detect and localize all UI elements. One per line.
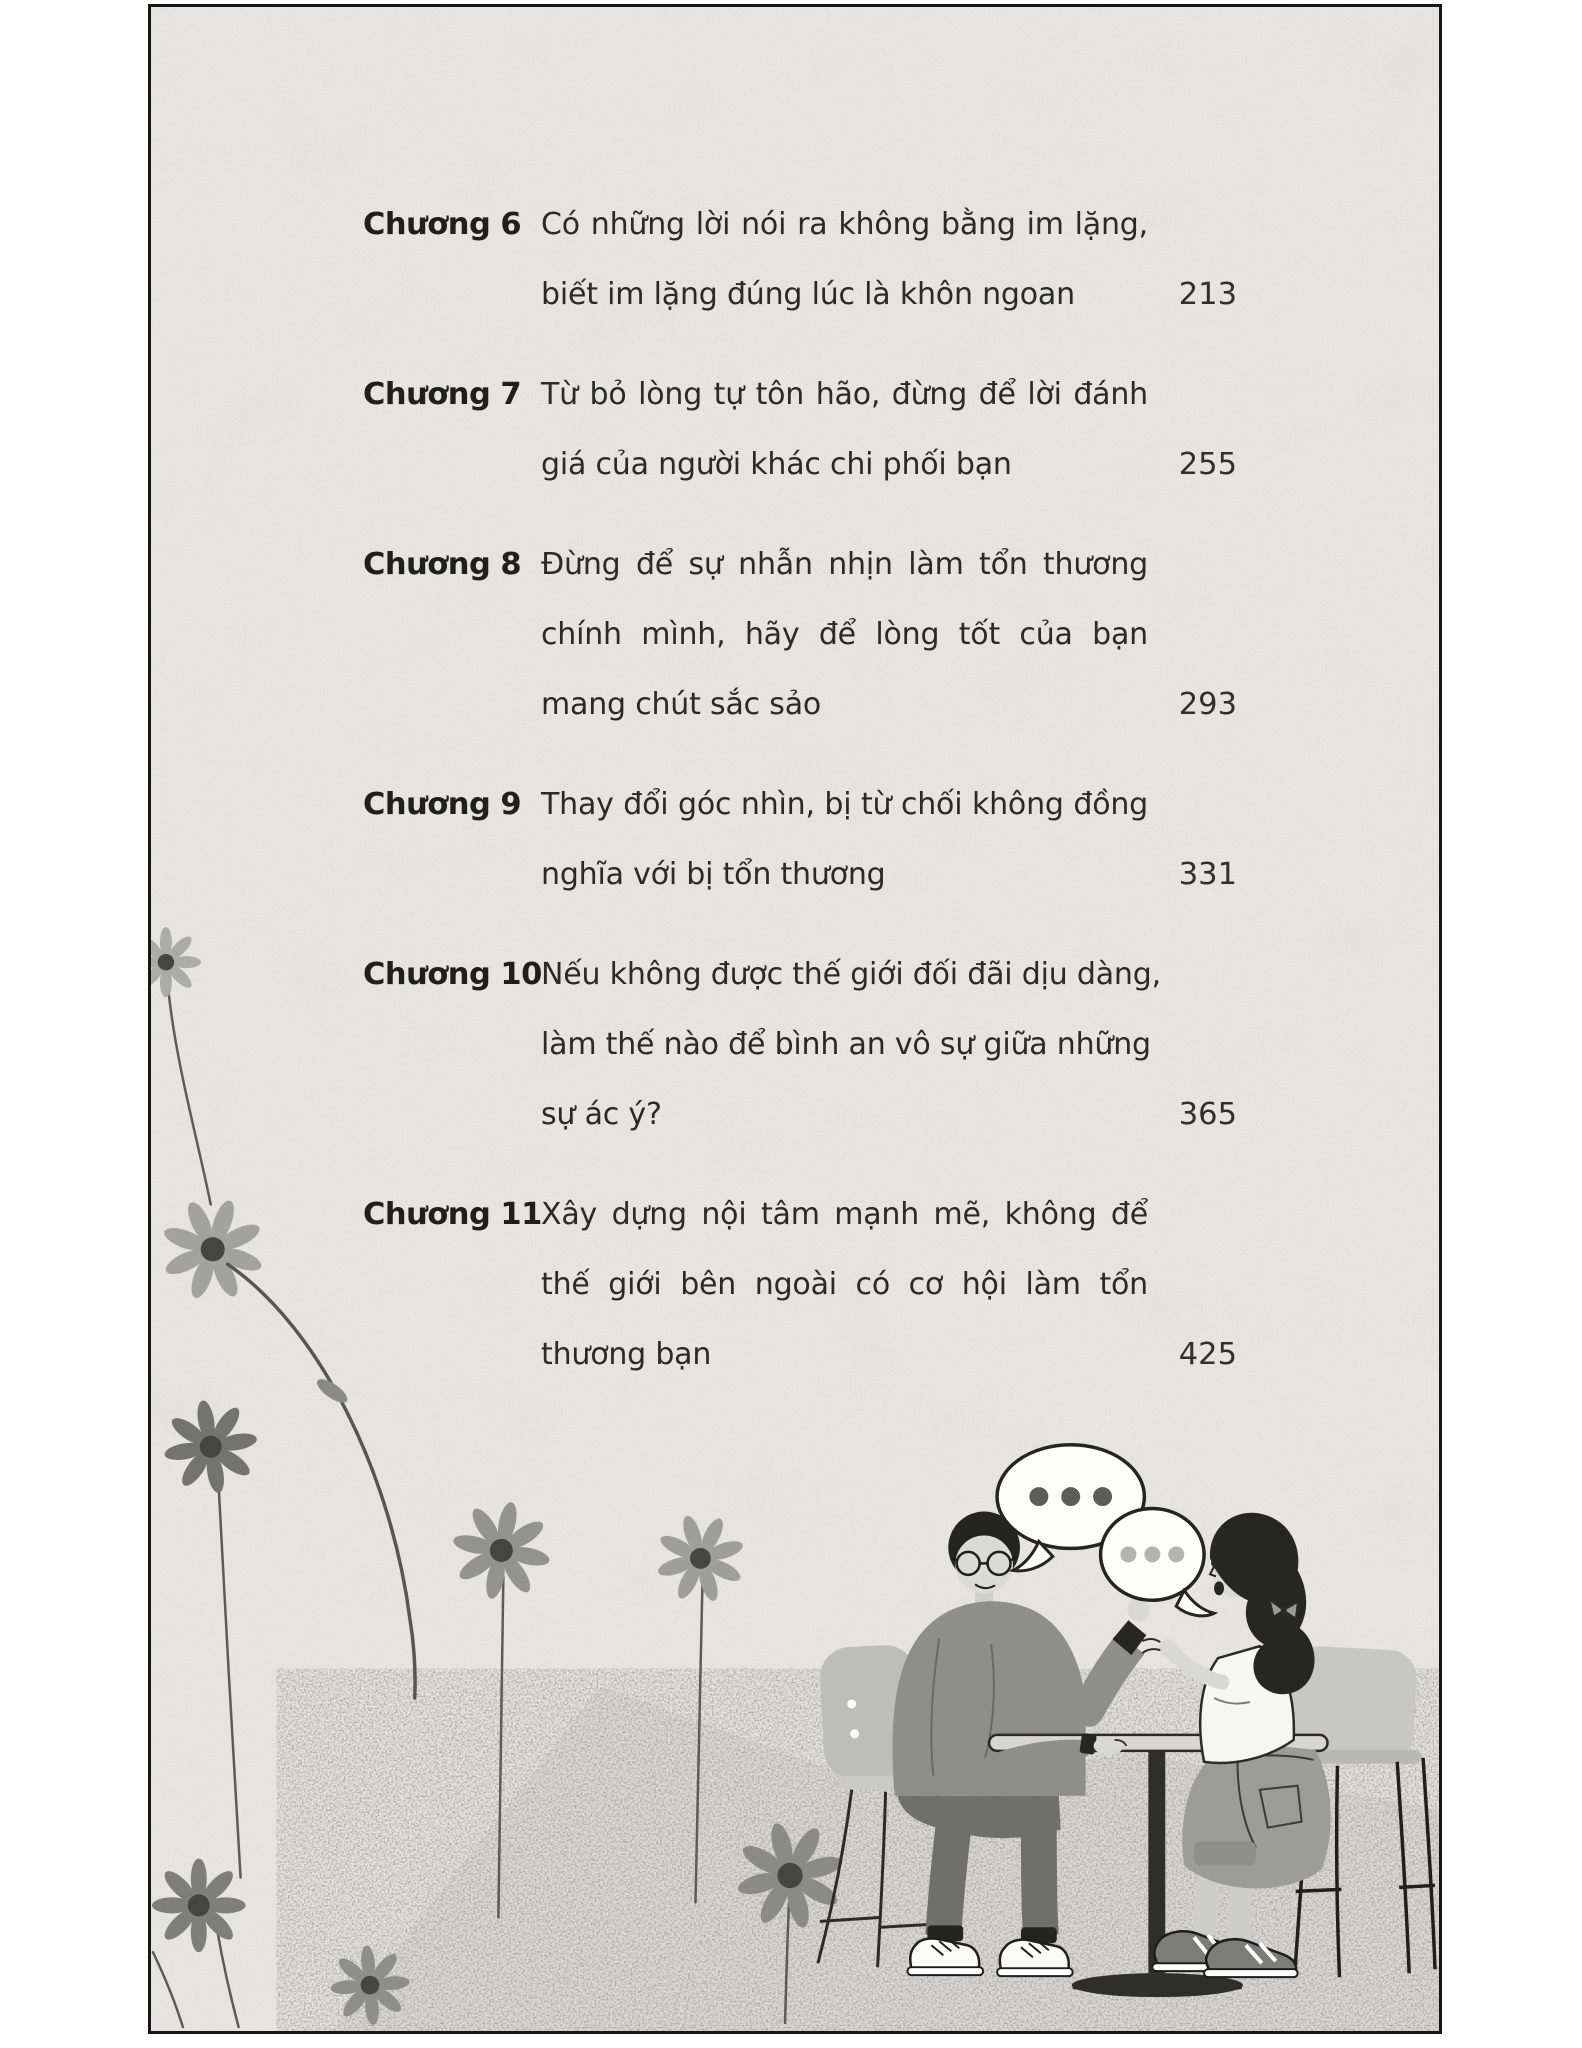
- chapter-label: Chương 11: [363, 1197, 542, 1232]
- page-number: 331: [1178, 857, 1237, 892]
- chapter-title-line: nghĩa với bị tổn thương: [541, 857, 886, 892]
- toc-entry: [363, 360, 1237, 500]
- chapter-title-line: Đừng để sự nhẫn nhịn làm tổn thương: [541, 547, 1148, 582]
- chapter-title-line: thế giới bên ngoài có cơ hội làm tổn: [541, 1267, 1148, 1302]
- toc-entry-body: [541, 770, 1237, 910]
- chapter-label: Chương 7: [363, 377, 522, 412]
- chapter-title-line: làm thế nào để bình an vô sự giữa những: [541, 1027, 1151, 1062]
- chapter-title-line: thương bạn: [541, 1337, 712, 1372]
- page-number: 255: [1178, 447, 1237, 482]
- chapter-title-line: Thay đổi góc nhìn, bị từ chối không đồng: [541, 787, 1148, 822]
- toc-entry: [363, 1180, 1237, 1390]
- toc-entry: [363, 190, 1237, 330]
- chapter-title-line: Xây dựng nội tâm mạnh mẽ, không để: [541, 1197, 1148, 1232]
- page-number: 213: [1178, 277, 1237, 312]
- toc-entry: [363, 940, 1237, 1150]
- page-number: 293: [1178, 687, 1237, 722]
- toc-entry: [363, 770, 1237, 910]
- chapter-title-line: mang chút sắc sảo: [541, 687, 822, 722]
- chapter-title-line: giá của người khác chi phối bạn: [541, 447, 1012, 482]
- chapter-title-line: Có những lời nói ra không bằng im lặng,: [541, 207, 1148, 242]
- toc-entry-body: [541, 940, 1237, 1150]
- toc-entry-body: [541, 1180, 1237, 1390]
- toc-entry-body: [541, 360, 1237, 500]
- chapter-title-line: Từ bỏ lòng tự tôn hão, đừng để lời đánh: [541, 377, 1148, 412]
- chapter-title-line: Nếu không được thế giới đối đãi dịu dàng,: [541, 957, 1161, 992]
- chapter-label: Chương 8: [363, 547, 522, 582]
- table-of-contents: [363, 190, 1237, 1420]
- toc-entry-body: [541, 530, 1237, 740]
- toc-entry-body: [541, 190, 1237, 330]
- toc-entry: [363, 530, 1237, 740]
- chapter-title-line: sự ác ý?: [541, 1097, 662, 1132]
- page-number: 365: [1178, 1097, 1237, 1132]
- book-page: [148, 4, 1442, 2034]
- page-number: 425: [1178, 1337, 1237, 1372]
- chapter-label: Chương 6: [363, 207, 522, 242]
- chapter-title-line: biết im lặng đúng lúc là khôn ngoan: [541, 277, 1075, 312]
- chapter-label: Chương 10: [363, 957, 542, 992]
- chapter-title-line: chính mình, hãy để lòng tốt của bạn: [541, 617, 1148, 652]
- chapter-label: Chương 9: [363, 787, 522, 822]
